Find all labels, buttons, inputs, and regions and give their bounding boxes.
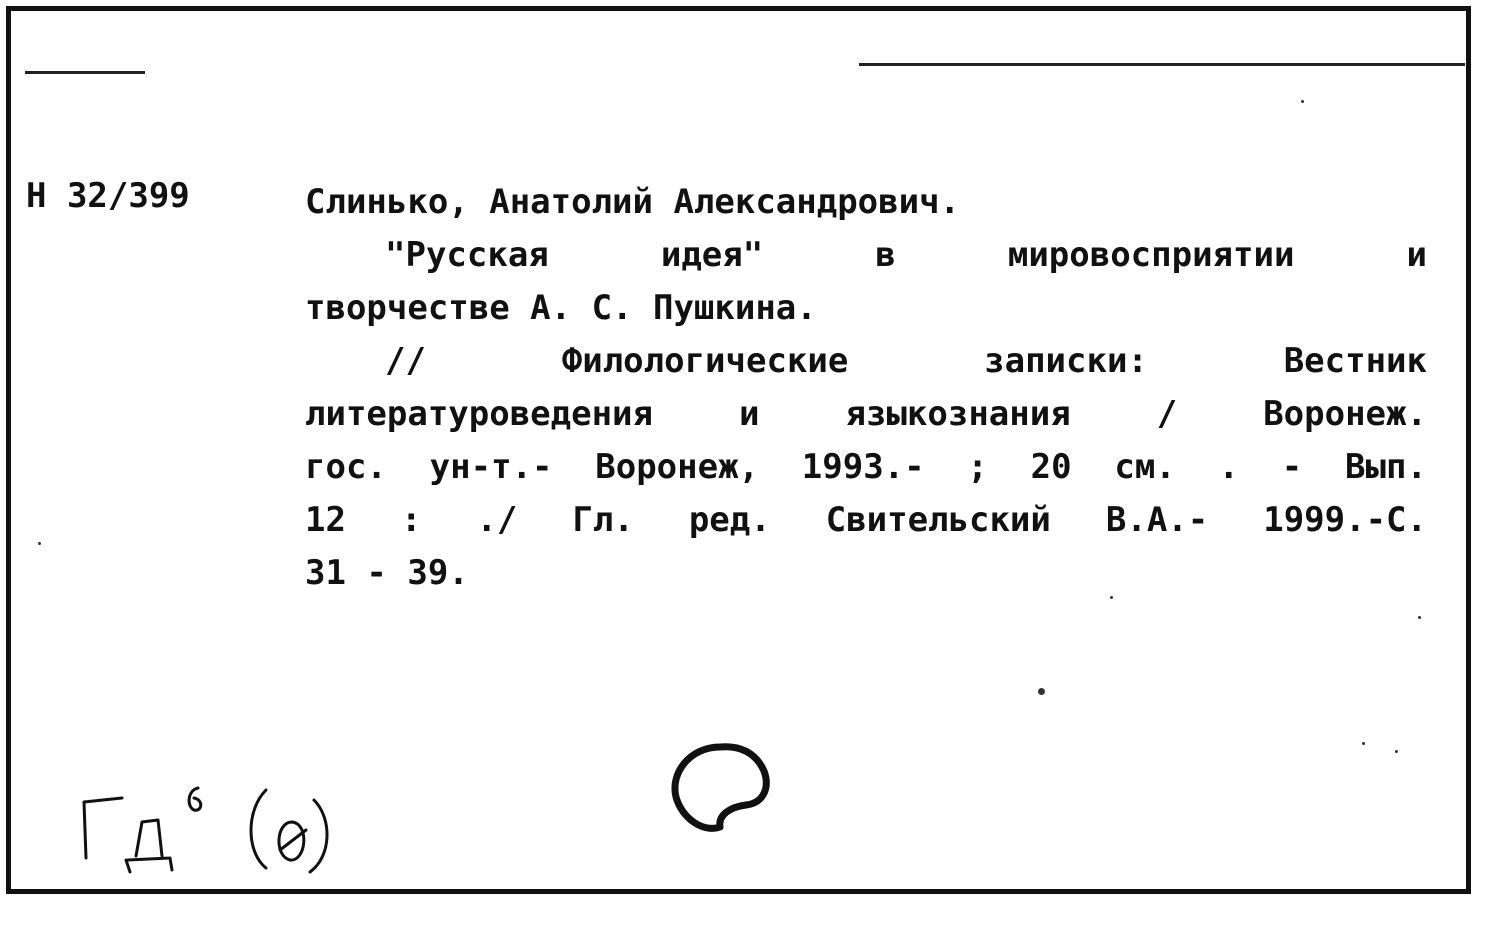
speck [1395,750,1398,753]
speck [1110,596,1113,599]
source-line-2 [305,388,1427,441]
author-line: Слинько, Анатолий Александрович. [305,182,961,222]
source-line-5: 31 - 39. [305,553,469,593]
source-line-4 [305,494,1427,547]
speck [1418,616,1421,619]
source-word: Вестник [1283,341,1427,381]
shelfmark: Н 32/399 [26,176,190,216]
source-word: языкознания [845,394,1071,434]
speck [1038,688,1045,695]
top-rule-right [859,63,1465,66]
source-word: записки: [984,341,1148,381]
source-word: 20 [1030,447,1072,487]
source-word: и [739,394,760,434]
source-word: // [385,341,426,381]
source-word: ; [967,447,988,487]
title-word: в [875,235,896,275]
source-word: ред. [688,500,771,540]
speck [1362,742,1365,745]
bibliographic-entry [305,176,1427,600]
handwritten-note [70,760,370,880]
title-word: и [1406,235,1427,275]
source-word: : [400,500,422,540]
title-line-1 [305,229,1427,282]
source-line-1 [305,335,1427,388]
source-line-3 [305,441,1427,494]
speck [1301,100,1304,103]
source-word: Свительский [825,500,1051,540]
speck [38,542,41,545]
title-word: мировосприятии [1007,235,1295,275]
source-word: - [1281,447,1303,487]
source-word: В.А.- [1105,500,1209,540]
top-rule-left [25,71,145,74]
source-word: см. [1114,447,1176,487]
source-word: ун-т.- [429,447,553,487]
source-word: ./ [476,500,518,540]
circle-mark [660,735,780,840]
source-word: литературоведения [305,394,653,434]
source-word: Воронеж. [1263,394,1427,434]
source-word: Вып. [1345,447,1427,487]
source-word: Воронеж, [595,447,760,487]
source-word: / [1156,394,1178,434]
source-word: 1993.- [801,447,925,487]
source-word: . [1218,447,1240,487]
title-line-2: творчестве А. С. Пушкина. [305,288,817,328]
source-word: гос. [305,447,387,487]
title-word: "Русская [385,235,549,275]
source-word: Филологические [561,341,849,381]
source-word: Гл. [572,500,634,540]
title-word: идея" [660,235,764,275]
source-word: 1999.-С. [1263,500,1427,540]
source-word: 12 [305,500,346,540]
